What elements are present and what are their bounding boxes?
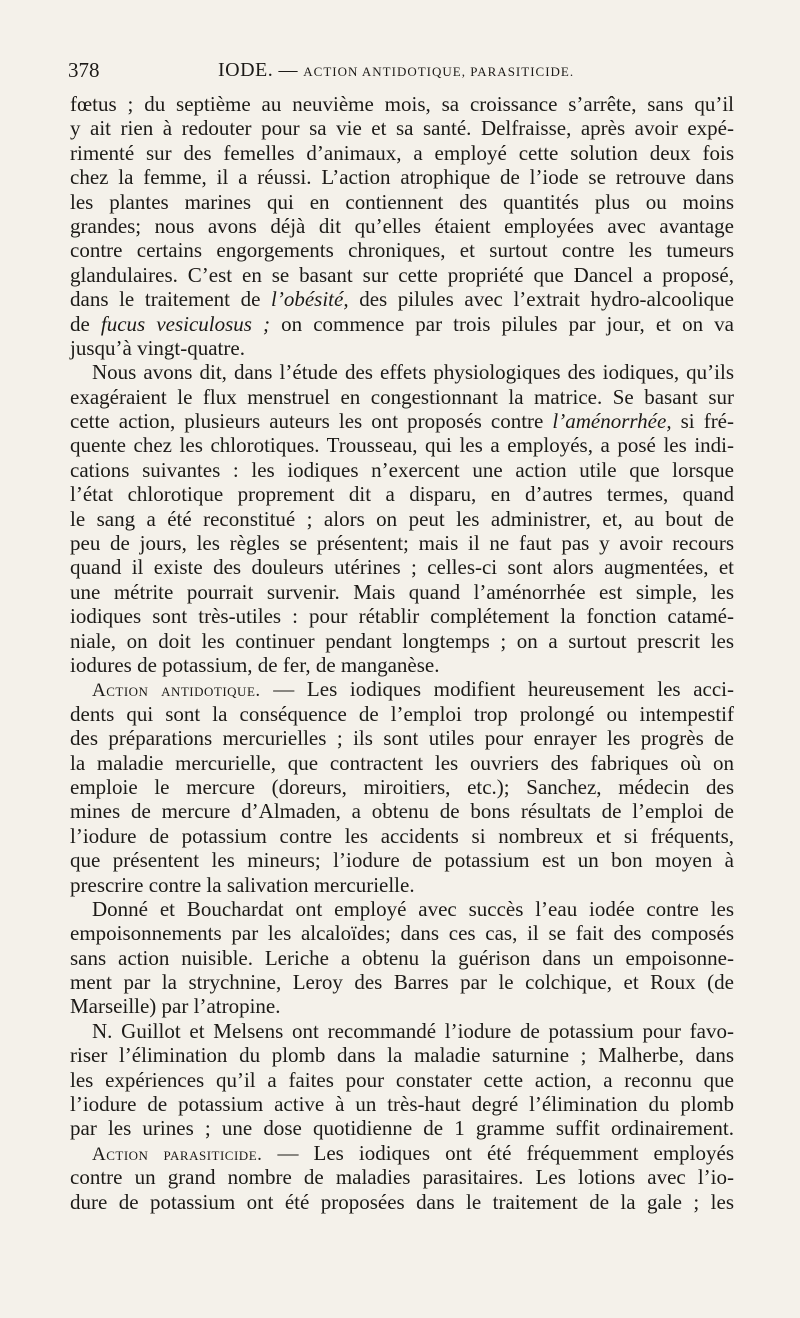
text-line — [70, 1068, 734, 1092]
text-line — [70, 287, 734, 311]
text-line — [70, 873, 734, 897]
text-line — [70, 238, 734, 262]
text-line — [70, 629, 734, 653]
text-line — [70, 970, 734, 994]
line-text: Nous avons dit, dans l’étude des effets physiologiques des iodiques, qu’ils — [92, 360, 734, 385]
text-line — [70, 702, 734, 726]
line-text: Marseille) par l’atropine. — [70, 994, 281, 1019]
line-text: empoisonnements par les alcaloïdes; dans ces cas, il se fait des composés — [70, 921, 734, 946]
line-text: dure de potassium ont été proposées dans le traitement de la gale ; les — [70, 1189, 734, 1214]
section-label: Action parasiticide. — [92, 1143, 263, 1165]
line-text: cations suivantes : les iodiques n’exercent une action utile que lorsque — [70, 457, 734, 482]
text-line — [70, 214, 734, 238]
line-text: une métrite pourrait survenir. Mais quand l’aménorrhée est simple, les — [70, 579, 734, 604]
text-line — [70, 1190, 734, 1214]
text-line — [70, 799, 734, 823]
line-text: par les urines ; une dose quotidienne de 1 gramme suffit ordinairement. — [70, 1116, 734, 1141]
text-line — [70, 1043, 734, 1067]
line-text: iodures de potassium, de fer, de manganèse. — [70, 652, 440, 677]
line-text: grandes; nous avons déjà dit qu’elles étaient employées avec avantage — [70, 213, 734, 238]
line-text: mines de mercure d’Almaden, a obtenu de bons résultats de l’emploi de — [70, 799, 734, 824]
running-title-dash: — — [273, 60, 304, 81]
line-text: dents qui sont la conséquence de l’emploi trop prolongé ou intempestif — [70, 701, 734, 726]
line-text: Donné et Bouchardat ont employé avec succès l’eau iodée contre les — [92, 896, 734, 921]
text-line — [70, 409, 734, 433]
line-text: chez la femme, il a réussi. L’action atrophique de l’iode se retrouve dans — [70, 165, 734, 190]
text-line — [70, 1165, 734, 1189]
line-text: quente chez les chlorotiques. Trousseau, qui les a employés, a posé les indi- — [70, 433, 734, 458]
line-text: les expériences qu’il a faites pour constater cette action, a reconnu que — [70, 1067, 734, 1092]
text-line — [70, 116, 734, 140]
line-text: iodiques sont très-utiles : pour rétablir complétement la fonction catamé- — [70, 604, 734, 629]
section-label: Action antidotique. — [92, 680, 261, 702]
line-text: niale, on doit les continuer pendant longtemps ; on a surtout prescrit les — [70, 628, 734, 653]
line-text: l’iodure de potassium contre les accidents si nombreux et si fréquents, — [70, 823, 734, 848]
line-text: dans le traitement de — [70, 287, 272, 312]
text-line — [70, 994, 734, 1018]
line-text: on commence par trois pilules par jour, et on va — [270, 311, 734, 336]
line-text: de — [70, 311, 101, 336]
line-text: rimenté sur des femelles d’animaux, a employé cette solution deux fois — [70, 140, 734, 165]
text-line — [70, 751, 734, 775]
line-text: que présentent les mineurs; l’iodure de potassium est un bon moyen à — [70, 848, 734, 873]
line-text: fœtus ; du septième au neuvième mois, sa croissance s’arrête, sans qu’il — [70, 92, 734, 116]
text-line — [70, 555, 734, 579]
line-text: des pilules avec l’extrait hydro-alcoolique — [348, 287, 734, 312]
line-text: jusqu’à vingt-quatre. — [70, 335, 245, 360]
text-line — [70, 824, 734, 848]
running-title-main: IODE. — [218, 59, 274, 81]
text-line — [70, 1092, 734, 1116]
running-title-rest: ACTION ANTIDOTIQUE, PARASITICIDE. — [303, 64, 575, 79]
line-text: peu de jours, les règles se présentent; mais il ne faut pas y avoir recours — [70, 531, 734, 556]
text-line — [70, 677, 734, 701]
line-text: cette action, plusieurs auteurs les ont proposés contre — [70, 409, 553, 434]
line-text: des préparations mercurielles ; ils sont utiles pour enrayer les progrès de — [70, 726, 734, 751]
text-line — [70, 848, 734, 872]
line-text: quand il existe des douleurs utérines ; celles-ci sont alors augmentées, et — [70, 555, 734, 580]
text-line — [70, 921, 734, 945]
text-line — [70, 385, 734, 409]
text-line — [70, 726, 734, 750]
body-text — [70, 92, 734, 1214]
running-header — [68, 58, 734, 88]
text-line — [70, 360, 734, 384]
text-line — [70, 507, 734, 531]
line-text: prescrire contre la salivation mercurielle. — [70, 872, 415, 897]
text-line — [70, 312, 734, 336]
line-text: — Les iodiques modifient heureusement les acci- — [260, 677, 734, 702]
line-text: sans action nuisible. Leriche a obtenu la guérison dans un empoisonne- — [70, 945, 734, 970]
line-text: contre certains engorgements chroniques, et surtout contre les tumeurs — [70, 238, 734, 263]
line-text: glandulaires. C’est en se basant sur cette propriété que Dancel a proposé, — [70, 262, 734, 287]
text-line — [70, 1019, 734, 1043]
text-line — [70, 580, 734, 604]
text-line — [70, 336, 734, 360]
line-text: si fré- — [671, 409, 734, 434]
line-text: y ait rien à redouter pour sa vie et sa santé. Delfraisse, après avoir expé- — [70, 116, 734, 141]
text-line — [70, 141, 734, 165]
emphasis-text: l’aménorrhée, — [552, 409, 672, 434]
text-line — [70, 165, 734, 189]
line-text: la maladie mercurielle, que contractent les ouvriers des fabriques où on — [70, 750, 734, 775]
text-line — [70, 458, 734, 482]
text-line — [70, 482, 734, 506]
running-title — [218, 59, 574, 82]
text-line — [70, 775, 734, 799]
line-text: le sang a été reconstitué ; alors on peut les administrer, et, au bout de — [70, 506, 734, 531]
text-line — [70, 190, 734, 214]
line-text: exagéraient le flux menstruel en congestionnant la matrice. Se basant sur — [70, 384, 734, 409]
text-line — [70, 1116, 734, 1140]
text-line — [70, 92, 734, 116]
page-number: 378 — [68, 58, 100, 82]
text-line — [70, 433, 734, 457]
text-line — [70, 897, 734, 921]
line-text: contre un grand nombre de maladies parasitaires. Les lotions avec l’io- — [70, 1165, 734, 1190]
text-line — [70, 531, 734, 555]
line-text: l’état chlorotique proprement dit a disparu, en d’autres termes, quand — [70, 482, 734, 507]
text-line — [70, 604, 734, 628]
line-text: riser l’élimination du plomb dans la maladie saturnine ; Malherbe, dans — [70, 1043, 734, 1068]
line-text: l’iodure de potassium active à un très-haut degré l’élimination du plomb — [70, 1092, 734, 1117]
text-line — [70, 1141, 734, 1165]
text-line — [70, 946, 734, 970]
line-text: les plantes marines qui en contiennent des quantités plus ou moins — [70, 189, 734, 214]
emphasis-text: fucus vesiculosus ; — [100, 311, 271, 336]
line-text: N. Guillot et Melsens ont recommandé l’iodure de potassium pour favo- — [92, 1018, 734, 1043]
line-text: ment par la strychnine, Leroy des Barres par le colchique, et Roux (de — [70, 970, 734, 995]
emphasis-text: l’obésité, — [271, 287, 349, 312]
text-line — [70, 263, 734, 287]
text-line — [70, 653, 734, 677]
line-text: — Les iodiques ont été fréquemment employés — [262, 1140, 734, 1165]
line-text: emploie le mercure (doreurs, miroitiers, etc.); Sanchez, médecin des — [70, 774, 734, 799]
